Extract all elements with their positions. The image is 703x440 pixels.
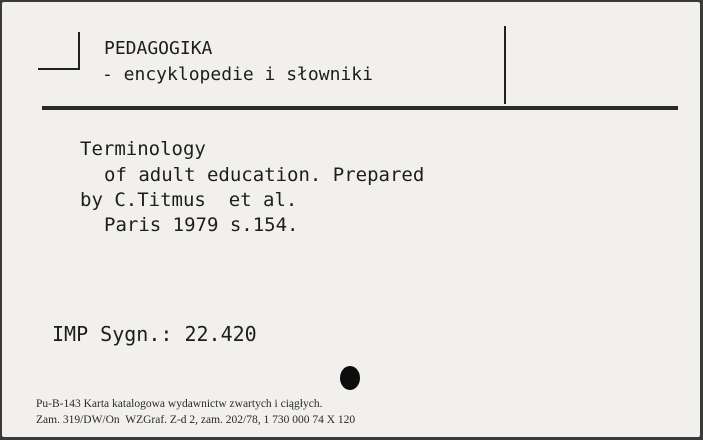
entry-author-line: by C.Titmus et al. xyxy=(80,189,298,211)
punch-hole xyxy=(340,366,360,390)
heading-divider xyxy=(504,26,506,104)
subject-subheading: - encyklopedie i słowniki xyxy=(102,64,373,85)
printer-footer-line-1: Pu-B-143 Karta katalogowa wydawnictw zwartych i ciągłych. xyxy=(36,398,323,410)
entry-title-line: Terminology xyxy=(80,138,206,160)
call-number: IMP Sygn.: 22.420 xyxy=(52,322,257,346)
catalog-card xyxy=(2,2,700,437)
entry-title-continuation: of adult education. Prepared xyxy=(104,164,425,186)
printer-footer-line-2: Zam. 319/DW/On WZGraf. Z-d 2, zam. 202/78, 1 730 000 74 X 120 xyxy=(36,414,356,426)
corner-mark-vertical xyxy=(78,32,80,70)
corner-mark-horizontal xyxy=(38,68,80,70)
heading-rule xyxy=(42,106,678,110)
entry-imprint-line: Paris 1979 s.154. xyxy=(104,214,299,236)
subject-heading: PEDAGOGIKA xyxy=(104,38,213,59)
